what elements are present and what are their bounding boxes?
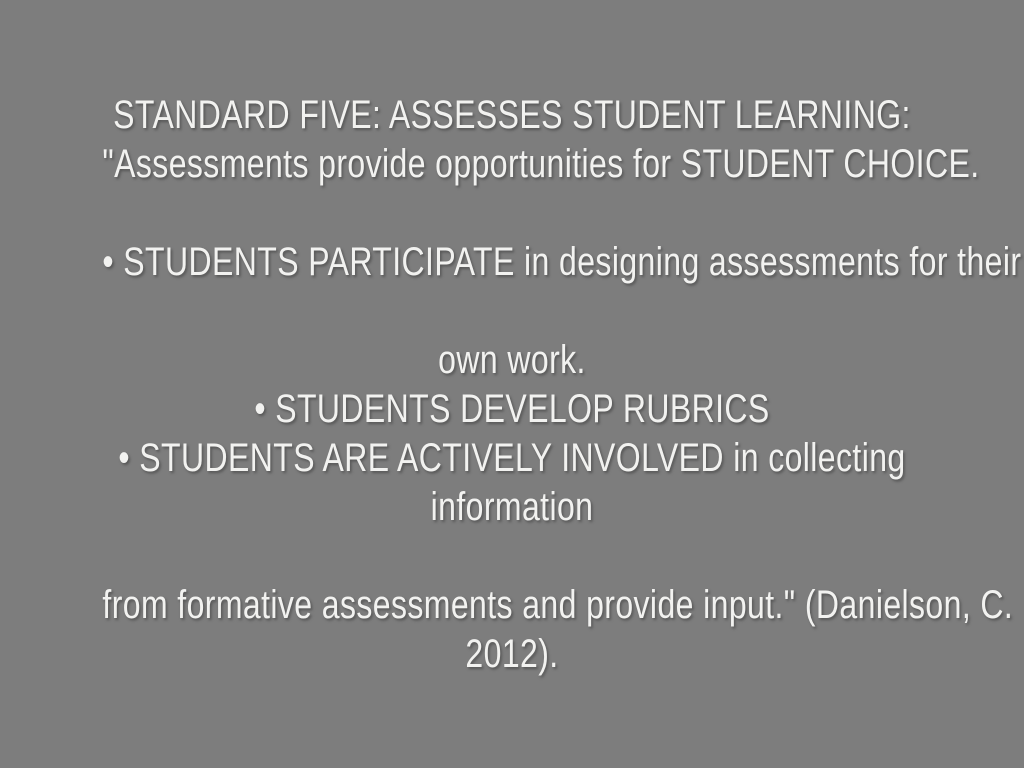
- blank-line: [102, 287, 921, 336]
- bullet-line-students-participate: • STUDENTS PARTICIPATE in designing assessments for their: [102, 240, 1022, 284]
- blank-line: [102, 189, 921, 238]
- citation-year-line: 2012).: [465, 632, 559, 676]
- slide-quote-line: "Assessments provide opportunities for STUDENT CHOICE.: [102, 142, 980, 186]
- bullet-line-students-actively-involved: • STUDENTS ARE ACTIVELY INVOLVED in collecting: [118, 436, 906, 480]
- continuation-information: information: [430, 485, 594, 529]
- continuation-own-work: own work.: [438, 338, 586, 382]
- bullet-line-students-develop-rubrics: • STUDENTS DEVELOP RUBRICS: [254, 387, 770, 431]
- blank-line: [102, 532, 921, 581]
- slide-text-block: [102, 91, 1022, 679]
- closing-quote-line: from formative assessments and provide input." (Danielson, C.: [102, 583, 1014, 627]
- slide-title: STANDARD FIVE: ASSESSES STUDENT LEARNING:: [113, 93, 911, 137]
